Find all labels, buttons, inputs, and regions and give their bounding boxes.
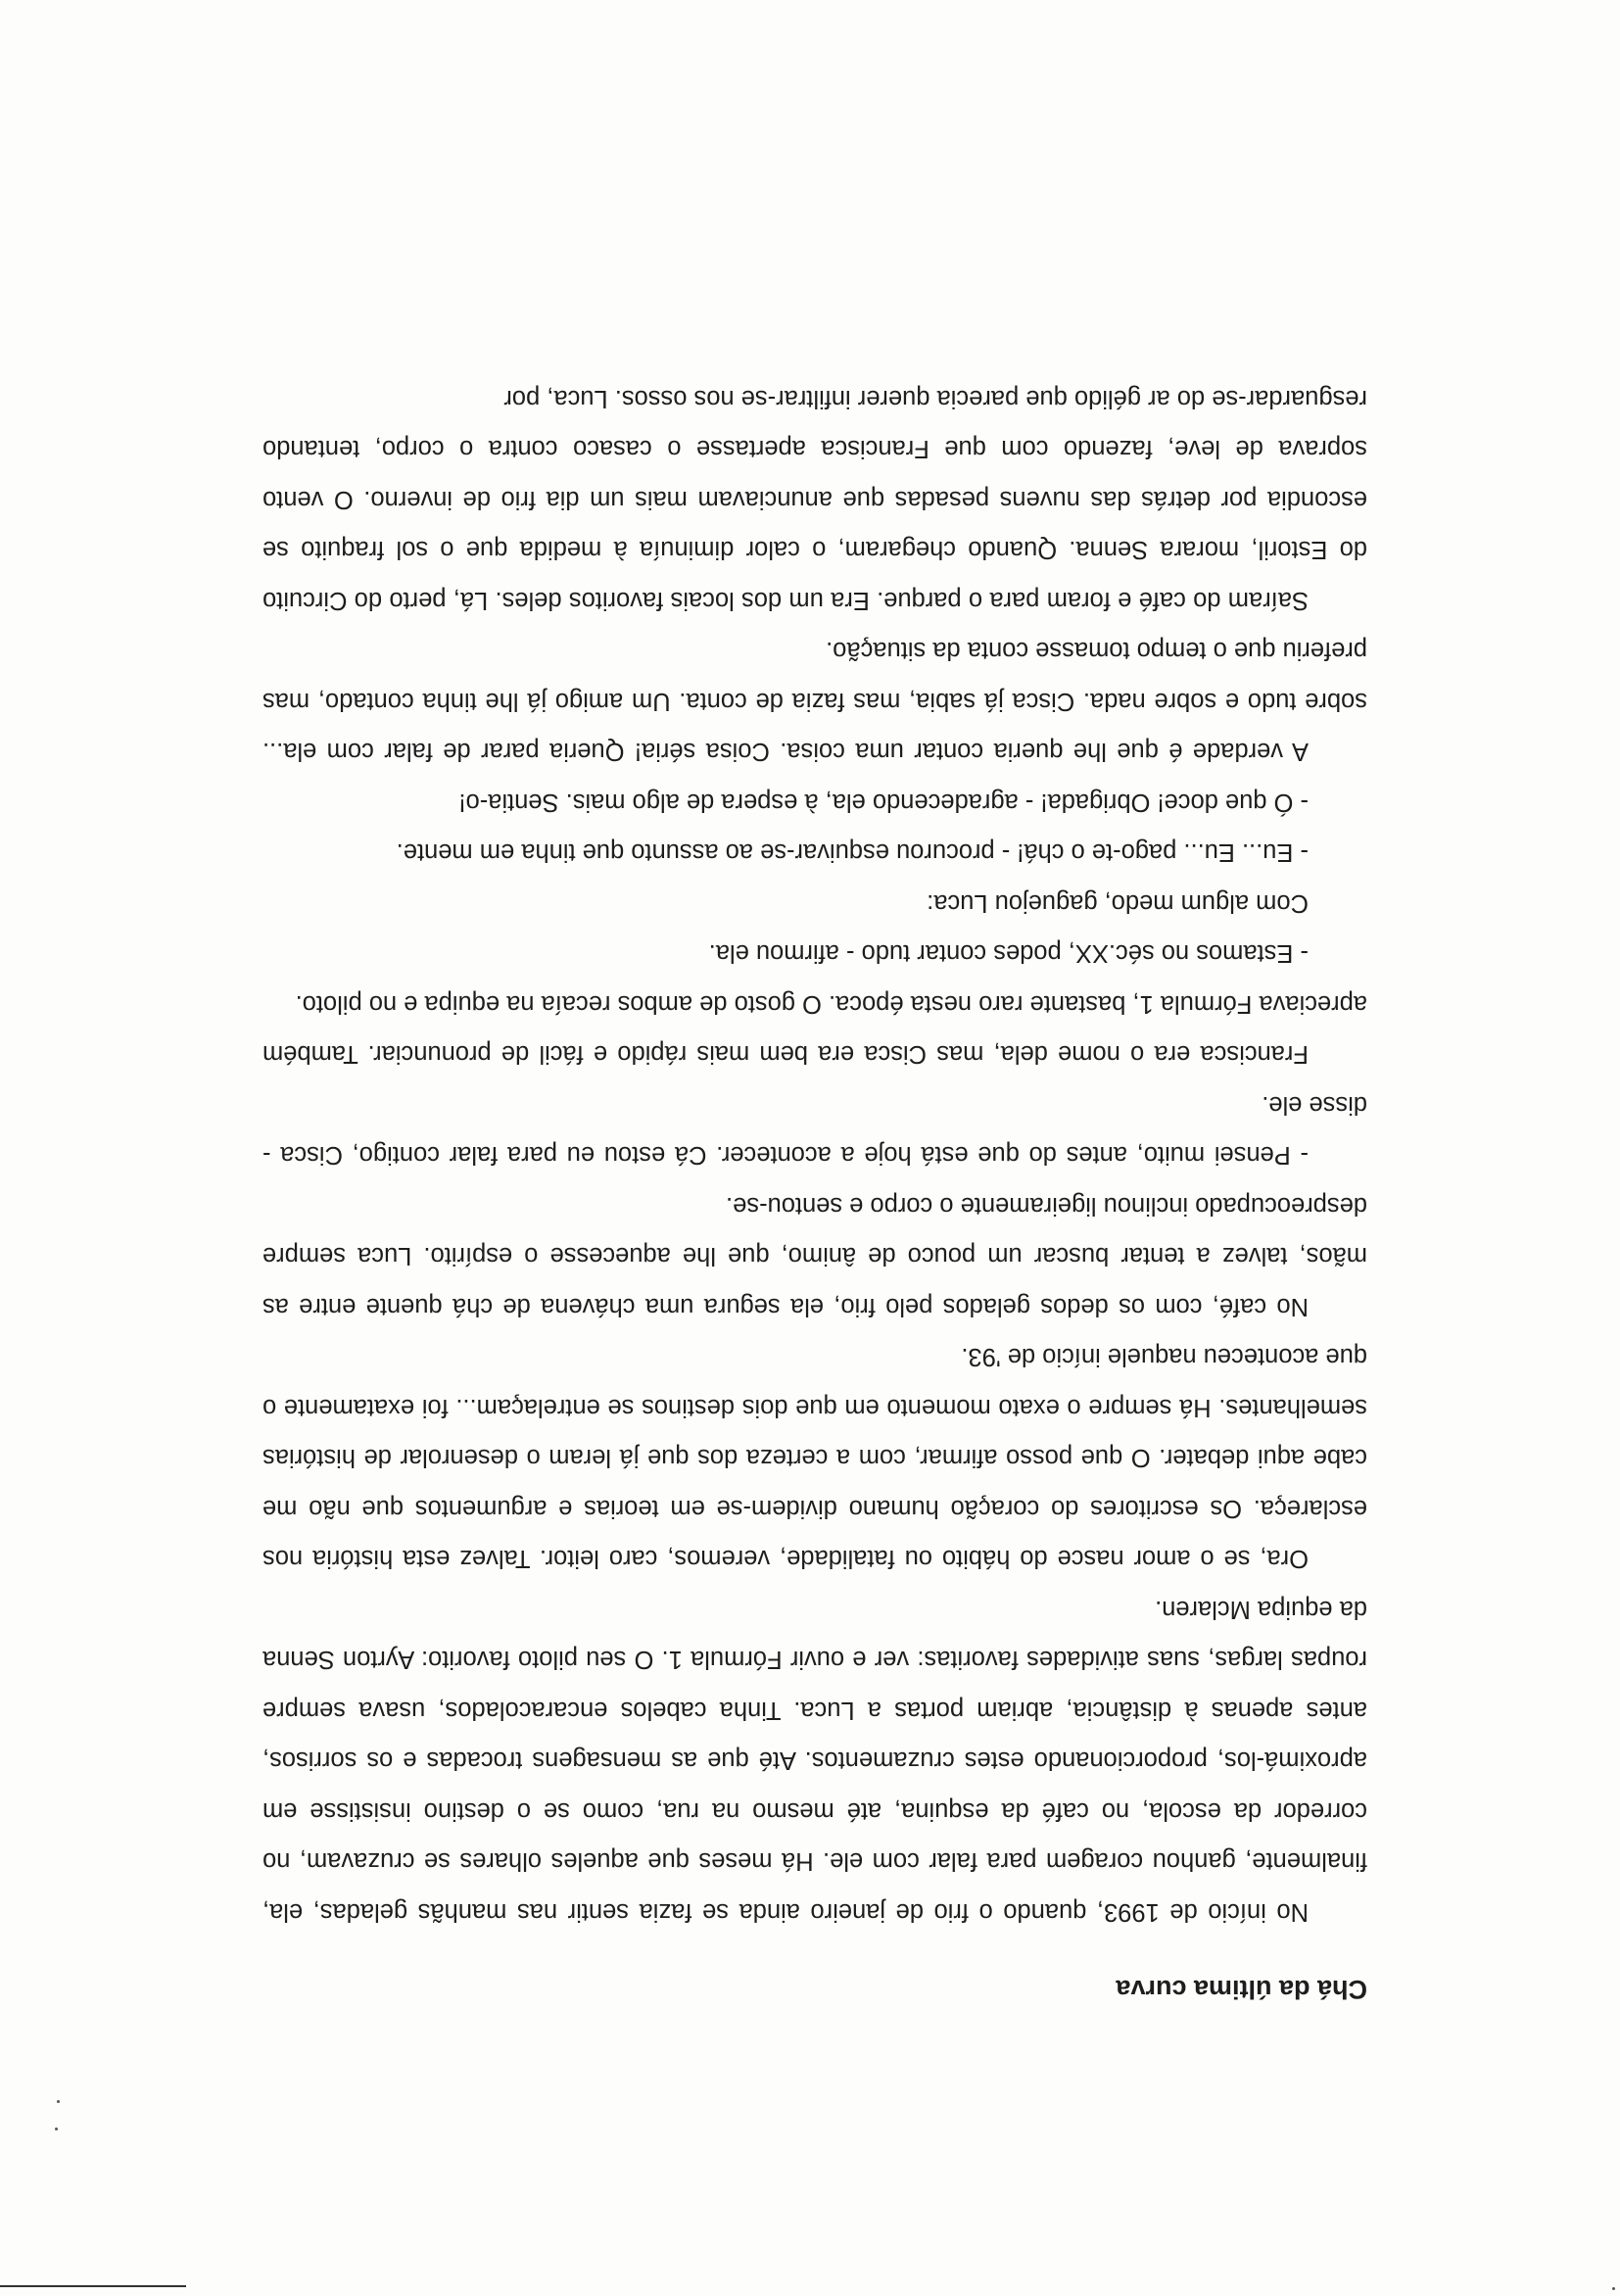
scan-speck [55,2128,58,2130]
paragraph-11: Saíram do café e foram para o parque. Era um dos locais favoritos deles. Lá, perto do Circuito do Estoril, morara Senna. Quando chegaram, o calor diminuía à medida que o sol fraquito se escondia por detrás das nuvens pesadas que anunciavam mais um dia frio de inverno. O vento soprava de leve, fazendo com que Francisca apertasse o casaco contra o corpo, tentando resguardar-se do ar gélido que parecia querer infiltrar-se nos ossos. Luca, por [262,385,1367,614]
paragraph-6: - Estamos no séc.XX, podes contar tudo - afirmou ela. [708,939,1309,968]
document-body [262,373,1367,2010]
document-title: Chá da última curva [1116,1975,1367,2004]
paragraph-2: Ora, se o amor nasce do hábito ou fatalidade, veremos, caro leitor. Talvez esta história nos esclareça. Os escritores do coração humano dividem-se em teorias e argumentos que não me cabe aqui debater. O que posso afirmar, com a certeza dos que já leram o desenrolar de histórias semelhantes. Há sempre o exato momento em que dois destinos se entrelaçam... foi exatamente o que aconteceu naquele início de '93. [262,1343,1367,1573]
paragraph-5: Francisca era o nome dela, mas Cisca era bem mais rápido e fácil de pronunciar. Também apreciava Fórmula 1, bastante raro nesta época. O gosto de ambos recaía na equipa e no piloto. [262,990,1367,1069]
scan-speck [1612,2287,1615,2290]
scanner-edge-line [0,2285,186,2287]
paragraph-3: No café, com os dedos gelados pelo frio, ela segura uma chávena de chá quente entre as mãos, talvez a tentar buscar um pouco de ânimo, que lhe aquecesse o espírito. Luca sempre despreocupado inclinou ligeiramente o corpo e sentou-se. [262,1192,1367,1320]
scan-speck [57,2100,60,2103]
paragraph-8: - Eu... Eu... pago-te o chá! - procurou esquivar-se ao assunto que tinha em mente. [396,838,1309,867]
paragraph-10: A verdade é que lhe queria contar uma coisa. Coisa séria! Queria parar de falar com ela... sobre tudo e sobre nada. Cisca já sabia, mas fazia de conta. Um amigo já lhe tinha contado, mas preferiu que o tempo tomasse conta da situação. [262,637,1367,766]
paragraph-7: Com algum medo, gaguejou Luca: [927,889,1309,917]
paragraph-4: - Pensei muito, antes do que está hoje a acontecer. Cá estou eu para falar contigo, Cisca - disse ele. [262,1091,1367,1170]
paragraph-9: - Ó que doce! Obrigada! - agradecendo ela, à espera de algo mais. Sentia-o! [458,789,1309,816]
paragraph-1: No início de 1993, quando o frio de janeiro ainda se fazia sentir nas manhãs geladas, ela, finalmente, ganhou coragem para falar com ele. Há meses que aqueles olhares se cruzavam, no corredor da escola, no café da esquina, até mesmo na rua, como se o destino insistisse em aproximá-los, proporcionando estes cruzamentos. Até que as mensagens trocadas e os sorrisos, antes apenas à distância, abriam portas a Luca. Tinha cabelos encaracolados, usava sempre roupas largas, suas atividades favoritas: ver e ouvir Fórmula 1. O seu piloto favorito: Ayrton Senna da equipa Mclaren. [262,1596,1367,1926]
